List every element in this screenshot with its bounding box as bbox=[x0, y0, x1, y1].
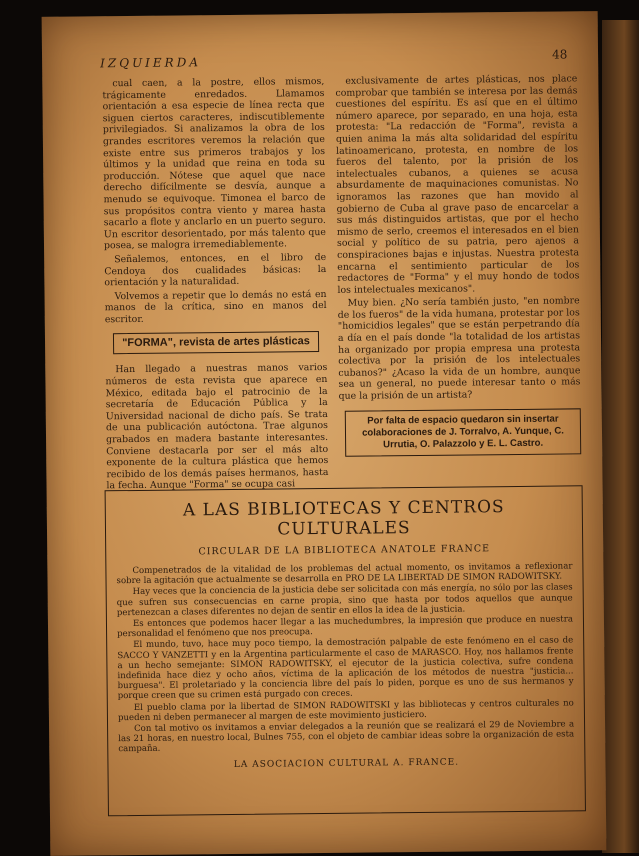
paragraph: El pueblo clama por la libertad de SIMON RADOWITSKI y las bibliotecas y centros culturales no pueden ni deben permanecer al margen de este movimiento justiciero. bbox=[117, 698, 574, 724]
page-number: 48 bbox=[551, 47, 568, 62]
right-column bbox=[335, 73, 581, 456]
paragraph: Muy bien. ¿No sería también justo, "en nombre de los fueros" de la vida humana, protestar por los "homicidios legales" que se están perpetrando día a día en el país donde "la totalidad de los artistas ha organizado por propia empresa una protesta colectiva por la prisión de los intelectuales cubanos?" ¿Acaso la vida de un hombre, aunque sea un general, no puede interesar tanto o más que la prisión de un artista? bbox=[337, 295, 581, 402]
paragraph: Hay veces que la conciencia de la justicia debe ser solicitada con más energía, no sólo por las clases que sufren sus consecuencias en carne propia, sino que hasta por todos aquellos que aunque pertenezcan a clases diferentes no dejan de sentir en ellos la idea de la justicia. bbox=[116, 582, 573, 618]
paragraph: Señalemos, entonces, en el libro de Cendoya dos cualidades básicas: la orientación y la naturalidad. bbox=[104, 251, 327, 289]
bulletin-box bbox=[105, 485, 586, 816]
magazine-page bbox=[42, 11, 607, 856]
bulletin-subtitle: CIRCULAR DE LA BIBLIOTECA ANATOLE FRANCE bbox=[198, 543, 491, 558]
paragraph: exclusivamente de artes plásticas, nos place comprobar que también se interesa por las demás cuestiones del espíritu. Es así que en el último número aparece, por separado, en una hoja, esta protesta: "La redacción de "Forma", revista a quien anima la más alta solidaridad del espíritu latinoamericano, protesta, en nombre de los fueros del talento, por la prisión de los intelectuales cubanos, a quienes se acusa absurdamente de maquinaciones comunistas. No ignoramos las razones que han movido al gobierno de Cuba al grave paso de encarcelar a sus más distinguidos artistas, que por el hecho mismo de serlo, creemos el interesados en el bien social y político de su patria, pero ajenos a conspiraciones bajas e injustas. Nuestra protesta encarna el sentimiento particular de los redactores de "Forma" y el muy hondo de todos los intelectuales mexicanos". bbox=[335, 73, 580, 296]
paragraph: Con tal motivo os invitamos a enviar delegados a la reunión que se realizará el 29 de Noviembre a las 21 horas, en nuestro local, Bulnes 755, con el objeto de cambiar ideas sobre la organización de esta campaña. bbox=[118, 719, 575, 755]
bulletin-title: A LAS BIBLIOTECAS Y CENTROS CULTURALES bbox=[182, 497, 505, 540]
adjacent-page-edge bbox=[602, 20, 639, 853]
left-column bbox=[102, 76, 328, 494]
paragraph: cual caen, a la postre, ellos mismos, trágicamente enredados. Llamamos orientación a esa especie de línea recta que siguen ciertos caracteres, indiscutiblemente privilegiados. Si analizamos la obra de los grandes escritores veremos la relación que existe entre sus primeros trabajos y los últimos y la unidad que reina en toda su producción. Nótese que aquel que nace derecho difícilmente se desvía, aunque a menudo se equivoque. Timonea el barco de sus propósitos contra viento y marea hasta sacarlo a flote y anclarlo en un puerto seguro. Un escritor desorientado, por más talento que posea, se malogra irremediablemente. bbox=[102, 75, 326, 252]
paragraph: Es entonces que podemos hacer llegar a las muchedumbres, la impresión que produce en nuestra personalidad el fenómeno que nos preocupa. bbox=[117, 614, 574, 640]
editorial-notice-box: Por falta de espacio quedaron sin insertar colaboraciones de J. Torralvo, A. Yunque, C. Urrutia, O. Palazzolo y E. L. Castro. bbox=[345, 408, 581, 456]
paragraph: El mundo, tuvo, hace muy poco tiempo, la demostración palpable de este fenómeno en el caso de SACCO Y VANZETTI y en la Argentina particularmente el caso de MARASCO. Hoy, nos hallamos frente a un hecho semejante: SIMON RADOWITSKY, el ejecutor de la justicia colectiva, sufre condena indefinida hace diez y ocho años, víctima de la aplicación de los métodos de nuestra "justicia... burguesa". El proletariado y la conciencia libre del país lo piden, porque es uno de sus hermanos y porque creen que su crimen está purgado con creces. bbox=[117, 635, 574, 702]
running-header: IZQUIERDA bbox=[100, 55, 202, 71]
bulletin-body bbox=[116, 561, 574, 754]
paragraph: Compenetrados de la vitalidad de los problemas del actual momento, os invitamos a reflexionar sobre la agitación que actualmente se desarrolla en PRO DE LA LIBERTAD DE SIMON RADOWITSKY. bbox=[116, 561, 573, 587]
section-title-box: "FORMA", revista de artes plásticas bbox=[113, 332, 319, 355]
bulletin-signature: LA ASOCIACION CULTURAL A. FRANCE. bbox=[233, 757, 460, 770]
paragraph: Volvemos a repetir que lo demás no está en manos de la crítica, sino en manos del escritor. bbox=[104, 288, 327, 326]
paragraph: Han llegado a nuestras manos varios números de esta revista que aparece en México, editada bajo el patrocinio de la secretaría de Educación Pública y la Universidad nacional de dicho país. Se trata de una publicación autóctona. Trae algunos grabados en madera bastante interesantes. Conviene destacarla por ser el más alto exponente de la cultura plástica que hemos recibido de los demás países hermanos, hasta la fecha. Aunque "Forma" se ocupa casi bbox=[105, 362, 329, 492]
